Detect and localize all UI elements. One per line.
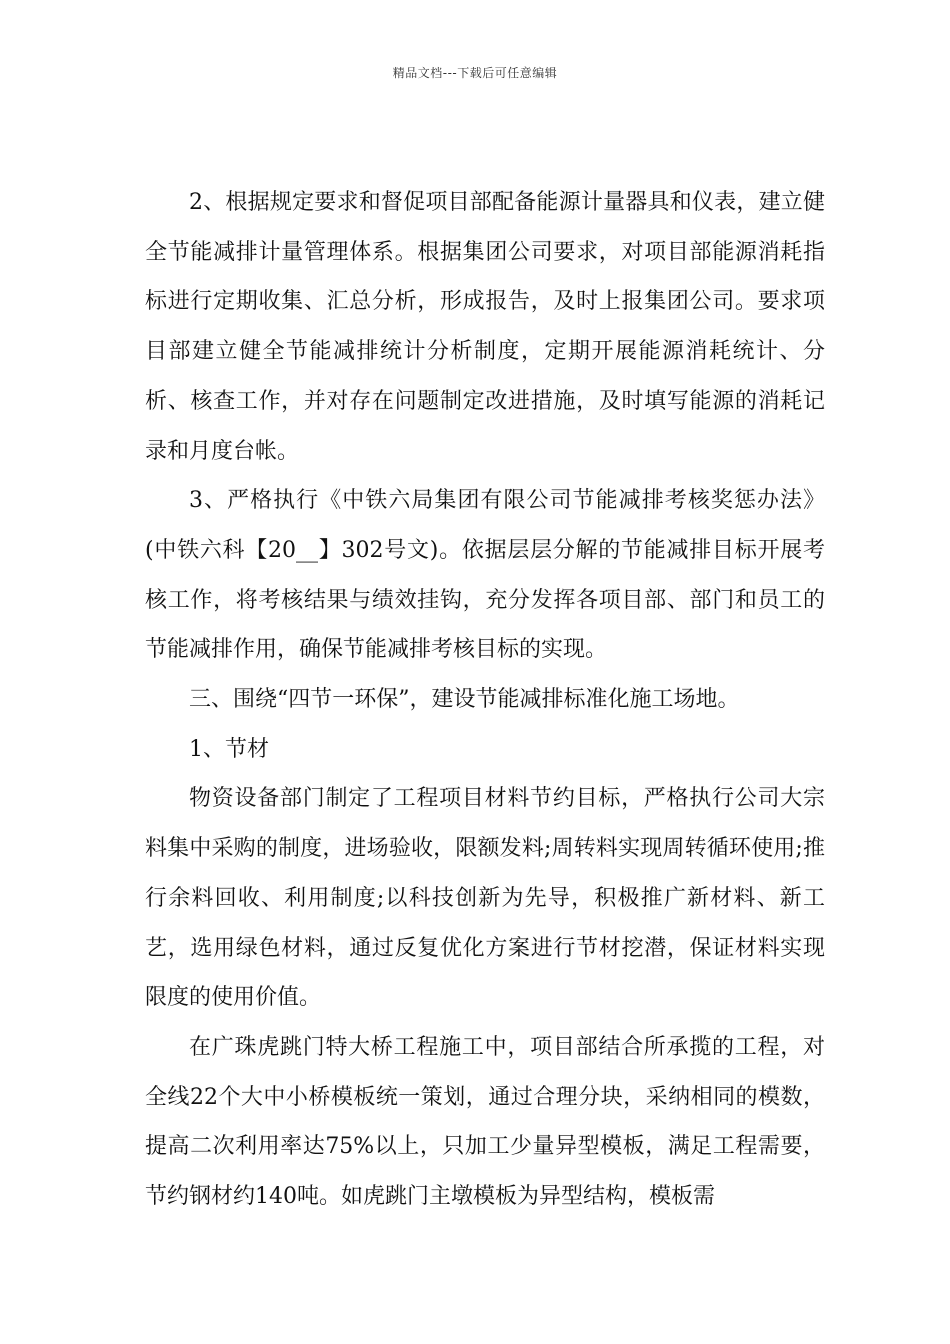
paragraph-energy-metering: 2、根据规定要求和督促项目部配备能源计量器具和仪表，建立健全节能减排计量管理体系。根据集团公司要求，对项目部能源消耗指标进行定期收集、汇总分析，形成报告，及时上报集团公司。要求项目部建立健全节能减排统计分析制度，定期开展能源消耗统计、分析、核查工作，并对存在问题制定改进措施，及时填写能源的消耗记录和月度台帐。 <box>145 190 825 464</box>
paragraph-material-saving: 物资设备部门制定了工程项目材料节约目标，严格执行公司大宗料集中采购的制度，进场验收，限额发料;周转料实现周转循环使用;推行余料回收、利用制度;以科技创新为先导，积极推广新材料、新工艺，选用绿色材料，通过反复优化方案进行节材挖潜，保证材料实现限度的使用价值。 <box>145 786 825 1011</box>
section-heading-four-savings: 三、围绕“四节一环保”，建设节能减排标准化施工场地。 <box>189 687 740 713</box>
document-body <box>145 178 825 1222</box>
page-header: 精品文档---下载后可任意编辑 <box>392 66 558 80</box>
paragraph-assessment-rules: 3、严格执行《中铁六局集团有限公司节能减排考核奖惩办法》(中铁六科【20__】302号文)。依据层层分解的节能减排目标开展考核工作，将考核结果与绩效挂钩，充分发挥各项目部、部门和员工的节能减排作用，确保节能减排考核目标的实现。 <box>145 488 825 663</box>
subsection-heading-material-saving: 1、节材 <box>189 736 269 762</box>
paragraph-bridge-formwork: 在广珠虎跳门特大桥工程施工中，项目部结合所承揽的工程，对全线22个大中小桥模板统一策划，通过合理分块，采纳相同的模数，提高二次利用率达75%以上，只加工少量异型模板，满足工程需要，节约钢材约140吨。如虎跳门主墩模板为异型结构，模板需 <box>145 1034 825 1210</box>
